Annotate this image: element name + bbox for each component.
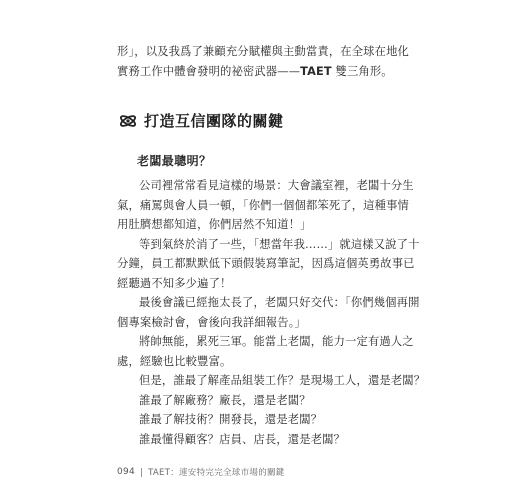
body-paragraph-1 [117, 176, 414, 235]
body-paragraph-4 [117, 332, 414, 371]
p1-line-1: 公司裡常常看見這樣的場景：大會議室裡，老闆十分生 [139, 179, 414, 192]
section-heading [118, 110, 284, 131]
intro-line-2-text: 實務工作中體會發明的祕密武器—— [117, 64, 301, 78]
question-1: 但是，誰最了解產品組裝工作？是現場工人，還是老闆？ [139, 374, 426, 387]
subsection-title: 老闆最聰明？ [137, 154, 212, 168]
p2-line-1: 等到氣終於消了一些，「想當年我……」就這樣又說了十 [139, 237, 420, 251]
p4-line-2: 處，經驗也比較豐富。 [117, 354, 232, 368]
taet-term: TAET [300, 64, 332, 78]
question-2: 誰最了解廠務？廠長，還是老闆？ [139, 393, 311, 407]
p2-line-3: 經聽過不知多少遍了！ [117, 276, 232, 290]
p2-line-2: 分鐘，員工都默默低下頭假裝寫筆記，因爲這個英勇故事已 [117, 257, 415, 270]
intro-line-2-end: 雙三角形。 [331, 64, 393, 78]
p1-line-3: 用肚臍想都知道，你們居然不知道！」 [117, 218, 312, 231]
body-questions [117, 371, 426, 449]
footer-divider [141, 468, 142, 477]
p4-line-1: 將帥無能，累死三軍。能當上老闆，能力一定有過人之 [139, 335, 414, 348]
question-3: 誰最了解技術？開發長，還是老闆？ [139, 413, 323, 426]
p1-line-2: 氣，痛罵與會人員一頓，「你們一個個都笨死了，這種事情 [117, 198, 409, 212]
page-number: 094 [117, 467, 136, 477]
book-title: TAET：連安特完完全球市場的關鍵 [148, 468, 285, 478]
atom-like-logo-icon [118, 111, 138, 131]
intro-line-2 [117, 62, 407, 82]
body-paragraph-3 [117, 293, 420, 332]
section-title: 打造互信團隊的關鍵 [144, 112, 284, 130]
intro-paragraph [117, 42, 407, 81]
body-paragraph-2 [117, 235, 420, 294]
p3-line-1: 最後會議已經拖太長了，老闆只好交代：「你們幾個再開 [139, 296, 420, 309]
intro-line-1: 形」，以及我爲了兼顧充分賦權與主動當責，在全球在地化 [117, 45, 409, 58]
question-4: 誰最懂得顧客？店員、店長，還是老闆？ [139, 432, 346, 446]
page-footer [117, 466, 285, 478]
p3-line-2: 個專案檢討會，會後向我詳細報告。」 [117, 315, 306, 329]
